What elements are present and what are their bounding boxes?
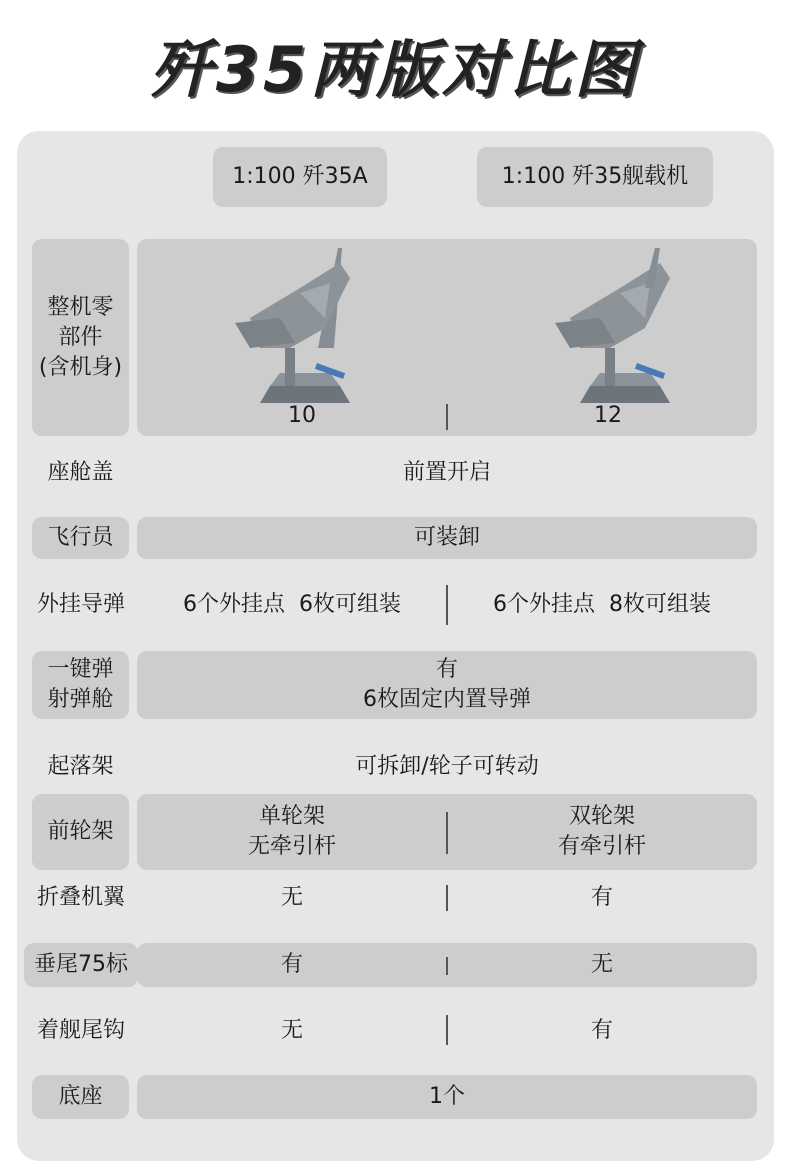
row-value-pilot: 可装卸 <box>137 517 757 559</box>
parts-count-j35-carrier: 12 <box>594 403 622 428</box>
row-label-hook: 着舰尾钩 <box>36 1018 125 1043</box>
row-value-hook-j35-carrier: 有 <box>590 1018 613 1043</box>
row-label-nose-gear: 前轮架 <box>32 794 129 870</box>
row-label-base: 底座 <box>32 1075 129 1119</box>
column-header-j35-carrier: 1:100 歼35舰载机 <box>477 147 713 207</box>
row-value-base: 1个 <box>137 1075 757 1119</box>
parts-count-j35a: 10 <box>288 403 316 428</box>
row-value-missiles-j35a: 6个外挂点 6枚可组装 <box>183 592 401 617</box>
row-label-gear: 起落架 <box>47 754 114 779</box>
row-label-bay: 一键弹 射弹舱 <box>32 651 129 719</box>
row-label-canopy: 座舱盖 <box>47 460 114 485</box>
row-value-folding-j35-carrier: 有 <box>590 885 613 910</box>
row-value-missiles-j35-carrier: 6个外挂点 8枚可组装 <box>493 592 711 617</box>
row-label-parts <box>32 239 129 436</box>
row-value-folding-j35a: 无 <box>280 885 303 910</box>
jet-model-j35a-image <box>230 248 380 408</box>
jet-model-j35-carrier-image <box>550 243 700 408</box>
parts-divider <box>446 404 448 430</box>
row-label-folding: 折叠机翼 <box>36 885 125 910</box>
row-label-missiles: 外挂导弹 <box>36 592 125 617</box>
row-value-gear: 可拆卸/轮子可转动 <box>355 754 539 779</box>
row-value-tail75-j35-carrier: 无 <box>590 952 613 977</box>
row-value-bay: 有 6枚固定内置导弹 <box>137 651 757 719</box>
row-value-nose-gear-j35a: 单轮架 无牵引杆 <box>247 804 336 859</box>
row-label-tail75: 垂尾75标 <box>24 943 138 987</box>
row-value-hook-j35a: 无 <box>280 1018 303 1043</box>
page-title: 歼35两版对比图 <box>149 33 641 106</box>
row-label-parts-text: 整机零 部件 (含机身) <box>38 294 123 380</box>
column-header-j35a: 1:100 歼35A <box>213 147 387 207</box>
row-value-nose-gear-j35-carrier: 双轮架 有牵引杆 <box>557 804 646 859</box>
row-value-tail75-j35a: 有 <box>280 952 303 977</box>
row-value-canopy: 前置开启 <box>402 460 491 485</box>
row-label-pilot: 飞行员 <box>32 517 129 559</box>
